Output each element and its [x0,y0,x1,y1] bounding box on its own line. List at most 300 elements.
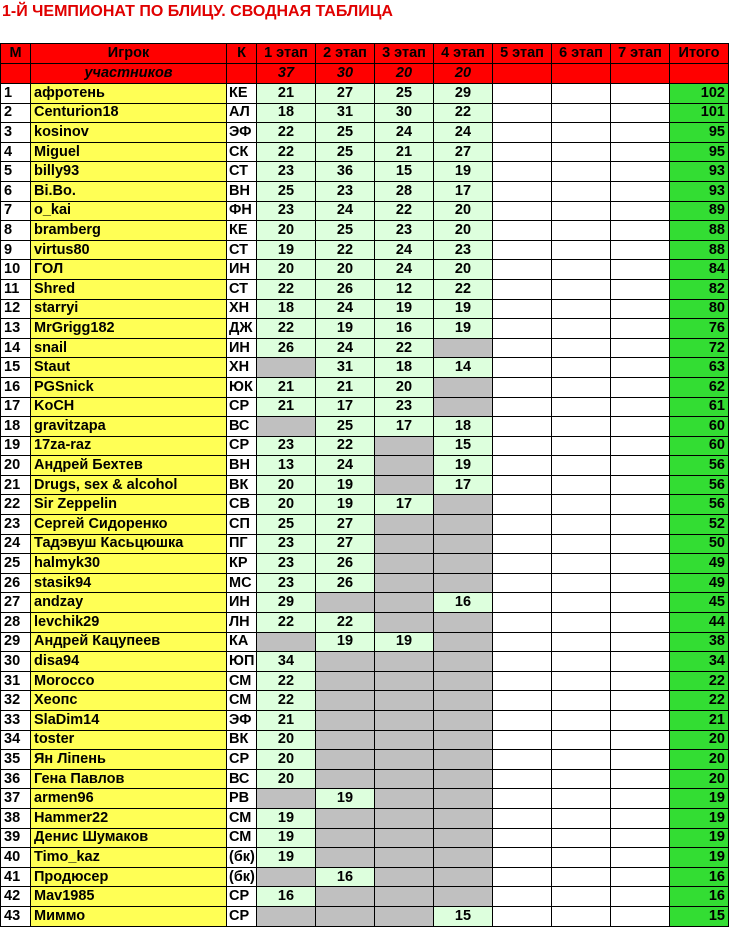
table-row [1,475,729,495]
stage-2-score: 19 [316,475,375,495]
club-code: СП [227,515,257,535]
place-cell: 11 [1,279,31,299]
player-name: starryi [31,299,227,319]
total-score: 49 [670,554,729,574]
stage-5-score [493,417,552,437]
player-name: kosinov [31,123,227,143]
stage-5-score [493,730,552,750]
place-cell: 8 [1,221,31,241]
stage-7-score [611,906,670,926]
stage-4-score: 16 [434,593,493,613]
stage-2-score: 17 [316,397,375,417]
place-cell: 33 [1,711,31,731]
table-row [1,808,729,828]
stage-7-score [611,338,670,358]
player-name: levchik29 [31,613,227,633]
participants-stage-4: 20 [434,64,493,84]
table-row [1,613,729,633]
player-name: Денис Шумаков [31,828,227,848]
place-cell: 1 [1,84,31,104]
stage-4-score [434,554,493,574]
stage-5-score [493,691,552,711]
player-name: ГОЛ [31,260,227,280]
stage-6-score [552,221,611,241]
table-row [1,867,729,887]
table-row [1,730,729,750]
total-score: 19 [670,808,729,828]
stage-6-score [552,260,611,280]
total-score: 56 [670,495,729,515]
participants-stage-7 [611,64,670,84]
table-row [1,338,729,358]
player-name: billy93 [31,162,227,182]
place-cell: 13 [1,319,31,339]
stage-5-score [493,534,552,554]
stage-6-score [552,887,611,907]
stage-6-score [552,906,611,926]
standings-body [1,84,729,927]
total-score: 20 [670,730,729,750]
total-score: 38 [670,632,729,652]
stage-2-score: 22 [316,436,375,456]
club-code: ЮП [227,652,257,672]
stage-6-score [552,691,611,711]
table-row [1,711,729,731]
stage-7-score [611,534,670,554]
player-name: Shred [31,279,227,299]
player-name: SlaDim14 [31,711,227,731]
table-row [1,181,729,201]
total-score: 19 [670,828,729,848]
stage-6-score [552,475,611,495]
stage-4-score: 20 [434,201,493,221]
place-cell: 3 [1,123,31,143]
stage-4-score: 14 [434,358,493,378]
stage-5-score [493,436,552,456]
place-cell: 17 [1,397,31,417]
player-name: Centurion18 [31,103,227,123]
stage-5-score [493,201,552,221]
stage-3-score: 20 [375,377,434,397]
stage-3-score [375,887,434,907]
stage-1-score [257,358,316,378]
stage-3-score [375,906,434,926]
stage-6-score [552,808,611,828]
total-score: 16 [670,887,729,907]
stage-2-score: 25 [316,417,375,437]
total-score: 49 [670,573,729,593]
player-name: 17za-raz [31,436,227,456]
club-code: ЭФ [227,123,257,143]
stage-3-score: 17 [375,417,434,437]
table-row [1,456,729,476]
stage-4-score [434,730,493,750]
place-cell: 41 [1,867,31,887]
club-code: СТ [227,279,257,299]
table-row [1,260,729,280]
stage-5-score [493,769,552,789]
player-name: Hammer22 [31,808,227,828]
stage-2-score [316,652,375,672]
stage-7-score [611,828,670,848]
stage-3-score [375,848,434,868]
header-stage-7: 7 этап [611,44,670,64]
stage-7-score [611,456,670,476]
stage-5-score [493,906,552,926]
participants-stage-5 [493,64,552,84]
stage-6-score [552,299,611,319]
player-name: Mav1985 [31,887,227,907]
stage-1-score: 20 [257,750,316,770]
header-place: М [1,44,31,64]
stage-4-score [434,652,493,672]
stage-4-score [434,671,493,691]
stage-7-score [611,867,670,887]
club-code: РВ [227,789,257,809]
stage-3-score: 30 [375,103,434,123]
stage-6-score [552,319,611,339]
stage-4-score [434,769,493,789]
club-code: ПГ [227,534,257,554]
stage-7-score [611,103,670,123]
stage-1-score: 23 [257,534,316,554]
page-title: 1-Й ЧЕМПИОНАТ ПО БЛИЦУ. СВОДНАЯ ТАБЛИЦА [2,3,393,20]
stage-3-score: 23 [375,221,434,241]
stage-1-score: 22 [257,123,316,143]
player-name: Миммо [31,906,227,926]
stage-2-score [316,848,375,868]
stage-3-score [375,613,434,633]
player-name: PGSnick [31,377,227,397]
stage-1-score: 21 [257,397,316,417]
stage-7-score [611,279,670,299]
stage-6-score [552,750,611,770]
stage-3-score [375,867,434,887]
club-code: ИН [227,260,257,280]
stage-5-score [493,593,552,613]
stage-5-score [493,221,552,241]
table-row [1,887,729,907]
table-row [1,417,729,437]
stage-1-score: 19 [257,808,316,828]
table-row [1,358,729,378]
stage-7-score [611,221,670,241]
table-row [1,828,729,848]
stage-5-score [493,613,552,633]
place-cell: 22 [1,495,31,515]
stage-6-score [552,769,611,789]
stage-3-score: 28 [375,181,434,201]
participants-stage-1: 37 [257,64,316,84]
player-name: Тадэвуш Касьцюшка [31,534,227,554]
stage-1-score: 23 [257,573,316,593]
stage-5-score [493,632,552,652]
stage-3-score [375,652,434,672]
stage-3-score: 21 [375,142,434,162]
stage-7-score [611,417,670,437]
stage-4-score [434,867,493,887]
total-score: 93 [670,162,729,182]
stage-3-score [375,691,434,711]
place-cell: 31 [1,671,31,691]
participants-empty [670,64,729,84]
participants-stage-3: 20 [375,64,434,84]
player-name: Сергей Сидоренко [31,515,227,535]
place-cell: 28 [1,613,31,633]
stage-4-score [434,534,493,554]
place-cell: 20 [1,456,31,476]
stage-1-score: 34 [257,652,316,672]
stage-5-score [493,84,552,104]
stage-4-score: 20 [434,221,493,241]
stage-4-score [434,887,493,907]
stage-7-score [611,887,670,907]
stage-4-score: 18 [434,417,493,437]
place-cell: 19 [1,436,31,456]
stage-4-score: 22 [434,103,493,123]
table-row [1,573,729,593]
table-row [1,789,729,809]
table-row [1,319,729,339]
stage-5-score [493,652,552,672]
club-code: ВК [227,730,257,750]
stage-7-score [611,358,670,378]
stage-2-score: 22 [316,240,375,260]
player-name: Андрей Кацупеев [31,632,227,652]
total-score: 50 [670,534,729,554]
stage-3-score [375,554,434,574]
table-row [1,671,729,691]
stage-7-score [611,711,670,731]
table-row [1,652,729,672]
stage-4-score [434,828,493,848]
stage-2-score: 31 [316,358,375,378]
stage-1-score: 20 [257,769,316,789]
table-row [1,84,729,104]
club-code: КР [227,554,257,574]
stage-7-score [611,730,670,750]
stage-7-score [611,319,670,339]
stage-6-score [552,417,611,437]
stage-5-score [493,358,552,378]
player-name: Staut [31,358,227,378]
club-code: ФН [227,201,257,221]
stage-6-score [552,730,611,750]
club-code: АЛ [227,103,257,123]
club-code: СТ [227,240,257,260]
header-stage-1: 1 этап [257,44,316,64]
club-code: КЕ [227,84,257,104]
table-row [1,397,729,417]
place-cell: 7 [1,201,31,221]
stage-1-score: 29 [257,593,316,613]
participants-empty [1,64,31,84]
player-name: Drugs, sex & alcohol [31,475,227,495]
stage-1-score: 21 [257,711,316,731]
stage-2-score: 31 [316,103,375,123]
table-row [1,593,729,613]
stage-7-score [611,593,670,613]
player-name: disa94 [31,652,227,672]
stage-3-score [375,593,434,613]
club-code: (бк) [227,848,257,868]
stage-5-score [493,260,552,280]
place-cell: 23 [1,515,31,535]
player-name: Андрей Бехтев [31,456,227,476]
stage-2-score [316,730,375,750]
stage-5-score [493,181,552,201]
place-cell: 40 [1,848,31,868]
stage-6-score [552,397,611,417]
player-name: snail [31,338,227,358]
club-code: СМ [227,671,257,691]
stage-4-score: 22 [434,279,493,299]
stage-2-score: 19 [316,789,375,809]
total-score: 88 [670,221,729,241]
place-cell: 6 [1,181,31,201]
stage-4-score: 15 [434,436,493,456]
stage-5-score [493,789,552,809]
stage-5-score [493,828,552,848]
stage-6-score [552,613,611,633]
stage-4-score: 27 [434,142,493,162]
stage-1-score [257,632,316,652]
stage-7-score [611,162,670,182]
stage-5-score [493,142,552,162]
place-cell: 42 [1,887,31,907]
total-score: 63 [670,358,729,378]
place-cell: 25 [1,554,31,574]
stage-2-score [316,593,375,613]
club-code: ЭФ [227,711,257,731]
stage-1-score: 18 [257,103,316,123]
player-name: o_kai [31,201,227,221]
player-name: andzay [31,593,227,613]
stage-5-score [493,397,552,417]
table-row [1,123,729,143]
stage-6-score [552,671,611,691]
participants-row [1,64,729,84]
stage-7-score [611,750,670,770]
stage-2-score: 26 [316,573,375,593]
player-name: armen96 [31,789,227,809]
standings-table [0,43,729,927]
stage-6-score [552,338,611,358]
stage-7-score [611,142,670,162]
player-name: Miguel [31,142,227,162]
table-row [1,632,729,652]
stage-4-score: 19 [434,456,493,476]
stage-1-score: 20 [257,475,316,495]
table-row [1,750,729,770]
total-score: 19 [670,789,729,809]
total-score: 62 [670,377,729,397]
club-code: ХН [227,299,257,319]
club-code: СМ [227,691,257,711]
stage-5-score [493,319,552,339]
table-row [1,495,729,515]
stage-6-score [552,84,611,104]
total-score: 101 [670,103,729,123]
total-score: 22 [670,691,729,711]
table-row [1,299,729,319]
player-name: toster [31,730,227,750]
stage-7-score [611,240,670,260]
header-stage-6: 6 этап [552,44,611,64]
table-row [1,240,729,260]
stage-2-score: 22 [316,613,375,633]
stage-2-score [316,887,375,907]
stage-1-score: 22 [257,279,316,299]
stage-6-score [552,162,611,182]
stage-1-score: 21 [257,377,316,397]
stage-3-score [375,769,434,789]
stage-2-score: 36 [316,162,375,182]
stage-5-score [493,887,552,907]
stage-4-score [434,808,493,828]
table-row [1,769,729,789]
club-code: СР [227,887,257,907]
stage-3-score [375,789,434,809]
stage-3-score: 22 [375,201,434,221]
table-row [1,436,729,456]
stage-6-score [552,377,611,397]
place-cell: 37 [1,789,31,809]
stage-6-score [552,103,611,123]
stage-3-score: 24 [375,123,434,143]
stage-3-score [375,515,434,535]
stage-6-score [552,358,611,378]
stage-7-score [611,848,670,868]
stage-5-score [493,338,552,358]
stage-5-score [493,103,552,123]
player-name: gravitzapa [31,417,227,437]
place-cell: 12 [1,299,31,319]
player-name: Timo_kaz [31,848,227,868]
stage-4-score: 19 [434,299,493,319]
stage-6-score [552,279,611,299]
stage-4-score [434,515,493,535]
stage-5-score [493,299,552,319]
stage-7-score [611,299,670,319]
stage-5-score [493,848,552,868]
header-row [1,44,729,64]
stage-2-score: 23 [316,181,375,201]
stage-4-score [434,338,493,358]
total-score: 19 [670,848,729,868]
player-name: Bi.Bo. [31,181,227,201]
place-cell: 36 [1,769,31,789]
stage-3-score: 17 [375,495,434,515]
club-code: (бк) [227,867,257,887]
place-cell: 24 [1,534,31,554]
stage-2-score: 20 [316,260,375,280]
stage-5-score [493,475,552,495]
player-name: MrGrigg182 [31,319,227,339]
stage-2-score: 25 [316,123,375,143]
stage-4-score [434,691,493,711]
stage-1-score [257,789,316,809]
player-name: Продюсер [31,867,227,887]
stage-3-score [375,671,434,691]
stage-2-score: 27 [316,534,375,554]
stage-7-score [611,671,670,691]
stage-7-score [611,808,670,828]
place-cell: 34 [1,730,31,750]
table-row [1,534,729,554]
total-score: 22 [670,671,729,691]
stage-5-score [493,162,552,182]
